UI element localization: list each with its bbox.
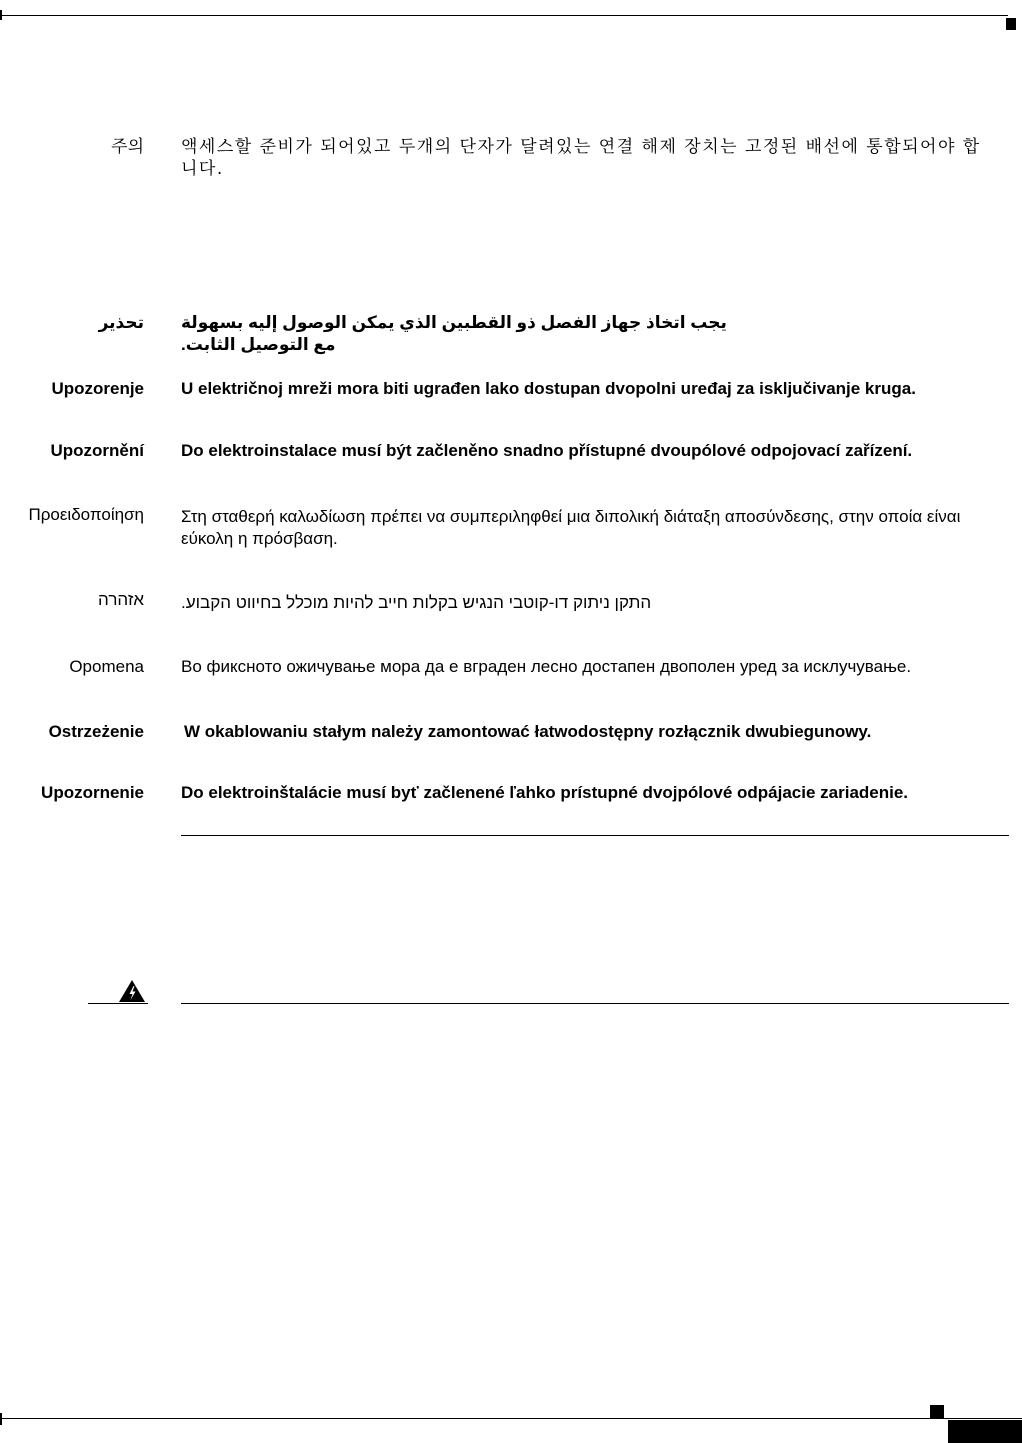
warning-text-macedonian: Во фиксното ожичување мора да е вграден лесно достапен двополен уред за исклучување. (181, 657, 912, 676)
page-corner-mark-bottom-left (0, 1413, 2, 1425)
section-divider (181, 835, 1009, 836)
warning-label-greek: Προειδοποίηση (28, 505, 144, 524)
warning-label-czech: Upozornění (50, 441, 144, 460)
warning-text-greek: Στη σταθερή καλωδίωση πρέπει να συμπεριληφθεί μια διπολική διάταξη αποσύνδεσης, στην οποία είναι εύκολη η πρόσβαση. (181, 507, 961, 548)
page-corner-mark-bottom-right (930, 1405, 944, 1418)
warning-text-polish: W okablowaniu stałym należy zamontować łatwodostępny rozłącznik dwubiegunowy. (184, 722, 872, 741)
warning-label-slovak: Upozornenie (41, 783, 144, 802)
warning-text-arabic: يجب اتخاذ جهاز الفصل ذو القطبين الذي يمكن الوصول إليه بسهولة مع التوصيل الثابت. (181, 313, 727, 354)
warning-text-hebrew: התקן ניתוק דו-קוטבי הנגיש בקלות חייב להיות מוכלל בחיווט הקבוע. (181, 593, 652, 612)
page-number-tab (948, 1420, 1022, 1443)
warning-text-croatian: U električnoj mreži mora biti ugrađen lako dostupan dvopolni uređaj za isključivanje kruga. (181, 379, 916, 398)
warning-label-polish: Ostrzeżenie (48, 722, 144, 741)
warning-text-korean: 액세스할 준비가 되어있고 두개의 단자가 달려있는 연결 해제 장치는 고정된 배선에 통합되어야 합니다. (181, 137, 981, 179)
warning-divider (181, 1003, 1009, 1004)
warning-label-arabic: تحذير (98, 313, 144, 332)
warning-label-korean: 주의 (111, 137, 144, 156)
warning-triangle-icon (118, 979, 150, 1003)
warning-label-hebrew: אזהרה (98, 590, 144, 609)
warning-label-macedonian: Opomena (69, 657, 144, 676)
page-corner-mark-top-right (1006, 18, 1016, 30)
footer-rule (0, 1418, 1022, 1419)
warning-text-czech: Do elektroinstalace musí být začleněno snadno přístupné dvoupólové odpojovací zařízení. (181, 441, 913, 460)
warning-icon-underline (88, 1003, 148, 1004)
header-rule (0, 15, 1008, 16)
warning-text-slovak: Do elektroinštalácie musí byť začlenené ľahko prístupné dvojpólové odpájacie zariadenie. (181, 783, 909, 802)
warning-label-croatian: Upozorenje (51, 379, 144, 398)
